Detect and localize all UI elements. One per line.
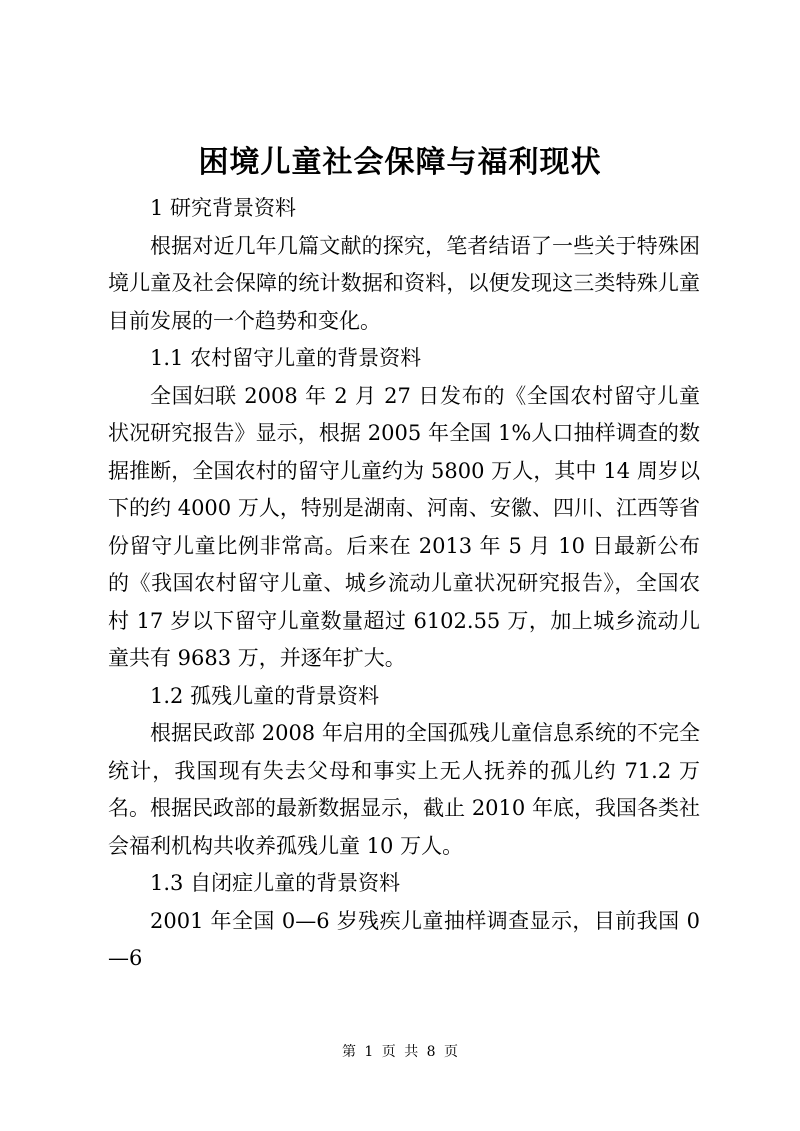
section-heading: 1.2 孤残儿童的背景资料 xyxy=(150,683,380,708)
section-heading: 1.1 农村留守儿童的背景资料 xyxy=(150,346,422,370)
page-footer: 第 1 页 共 8 页 xyxy=(341,1044,459,1060)
body-paragraph: 根据民政部 2008 年启用的全国孤残儿童信息系统的不完全统计，我国现有失去父母和事实上无人抚养的孤儿约 71.2 万名。根据民政部的最新数据显示，截止 2010 年底，我国各类社会福利机构共收养孤残儿童 10 万人。 xyxy=(108,721,700,858)
section-heading: 1 研究背景资料 xyxy=(150,196,297,220)
document-title: 困境儿童社会保障与福利现状 xyxy=(198,145,602,180)
document-body xyxy=(108,190,700,978)
body-paragraph: 根据对近几年几篇文献的探究，笔者结语了一些关于特殊困境儿童及社会保障的统计数据和资料，以便发现这三类特殊儿童目前发展的一个趋势和变化。 xyxy=(108,233,700,333)
body-paragraph: 2001 年全国 0—6 岁残疾儿童抽样调查显示，目前我国 0—6 xyxy=(108,908,700,970)
body-paragraph: 全国妇联 2008 年 2 月 27 日发布的《全国农村留守儿童状况研究报告》显示，根据 2005 年全国 1%人口抽样调查的数据推断，全国农村的留守儿童约为 5800 万人，其中 14 周岁以下的约 4000 万人，特别是湖南、河南、安徽、四川、江西等省份留守儿童比例非常高。后来在 2013 年 5 月 10 日最新公布的《我国农村留守儿童、城乡流动儿童状况研究报告》，全国农村 17 岁以下留守儿童数量超过 6102.55 万，加上城乡流动儿童共有 9683 万，并逐年扩大。 xyxy=(108,383,700,670)
section-heading: 1.3 自闭症儿童的背景资料 xyxy=(150,871,401,895)
